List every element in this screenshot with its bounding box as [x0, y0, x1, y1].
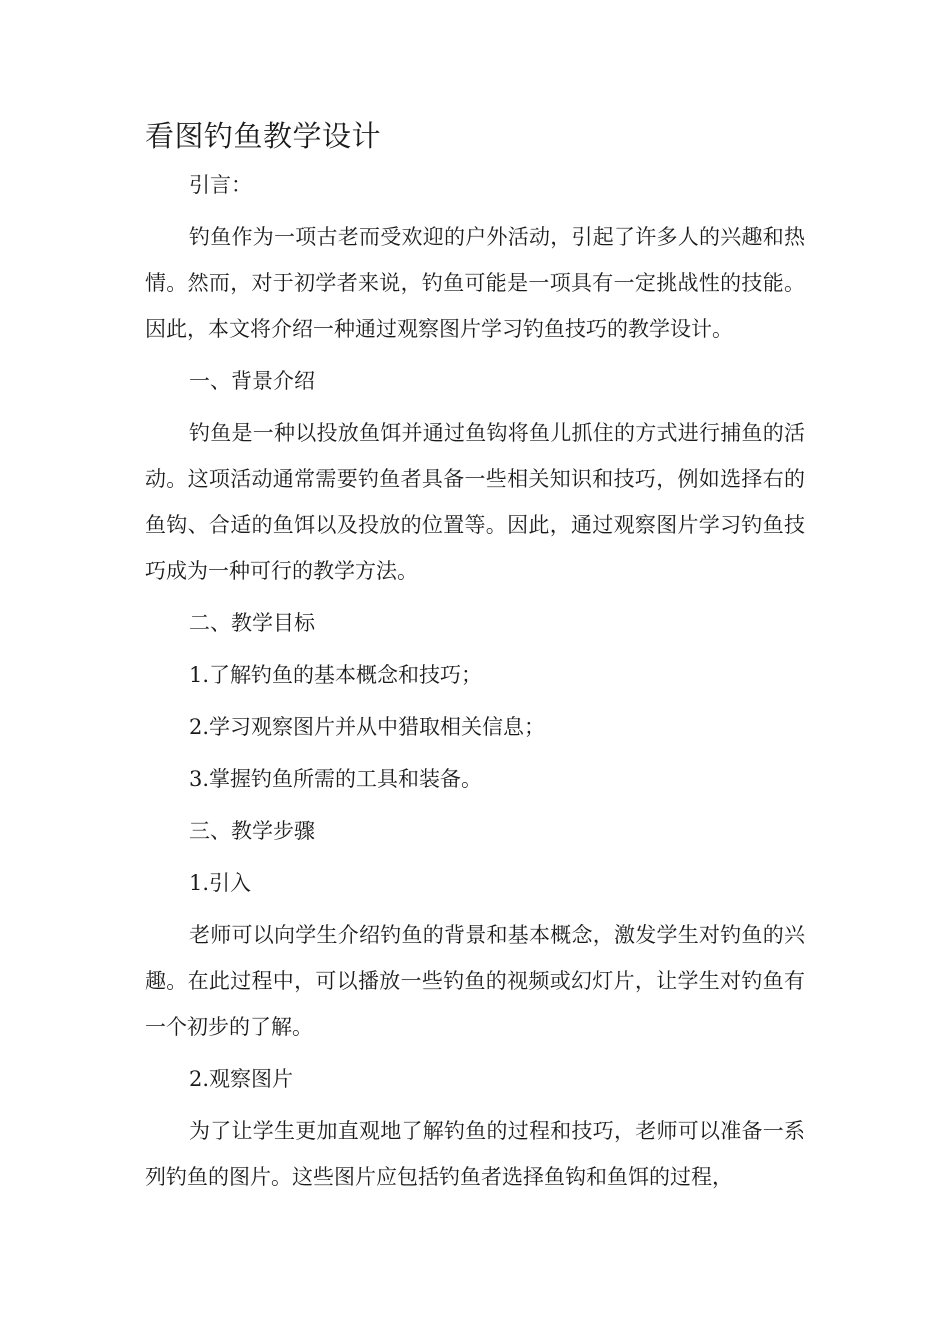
- document-body: [145, 162, 805, 1200]
- paragraph-background: 钓鱼是一种以投放鱼饵并通过鱼钩将鱼儿抓住的方式进行捕鱼的活动。这项活动通常需要钓鱼者具备一些相关知识和技巧，例如选择右的鱼钩、合适的鱼饵以及投放的位置等。因此，通过观察图片学习钓鱼技巧成为一种可行的教学方法。: [145, 421, 805, 583]
- document-title: 看图钓鱼教学设计: [145, 119, 382, 153]
- goal-item-3: 3.掌握钓鱼所需的工具和装备。: [189, 767, 483, 791]
- step-heading-2: 2.观察图片: [189, 1067, 294, 1091]
- section-heading-background: 一、背景介绍: [189, 369, 315, 393]
- paragraph-intro: 钓鱼作为一项古老而受欢迎的户外活动，引起了许多人的兴趣和热情。然而，对于初学者来说，钓鱼可能是一项具有一定挑战性的技能。因此，本文将介绍一种通过观察图片学习钓鱼技巧的教学设计。: [145, 225, 805, 341]
- goal-item-2: 2.学习观察图片并从中猎取相关信息；: [189, 715, 546, 739]
- paragraph-intro-heading: 引言：: [189, 173, 252, 197]
- paragraph-step-1: 老师可以向学生介绍钓鱼的背景和基本概念，激发学生对钓鱼的兴趣。在此过程中，可以播放一些钓鱼的视频或幻灯片，让学生对钓鱼有一个初步的了解。: [145, 923, 805, 1039]
- step-heading-1: 1.引入: [189, 871, 252, 895]
- section-heading-goals: 二、教学目标: [189, 611, 315, 635]
- paragraph-step-2: 为了让学生更加直观地了解钓鱼的过程和技巧，老师可以准备一系列钓鱼的图片。这些图片应包括钓鱼者选择鱼钩和鱼饵的过程，: [145, 1119, 805, 1189]
- section-heading-steps: 三、教学步骤: [189, 819, 315, 843]
- goal-item-1: 1.了解钓鱼的基本概念和技巧；: [189, 663, 483, 687]
